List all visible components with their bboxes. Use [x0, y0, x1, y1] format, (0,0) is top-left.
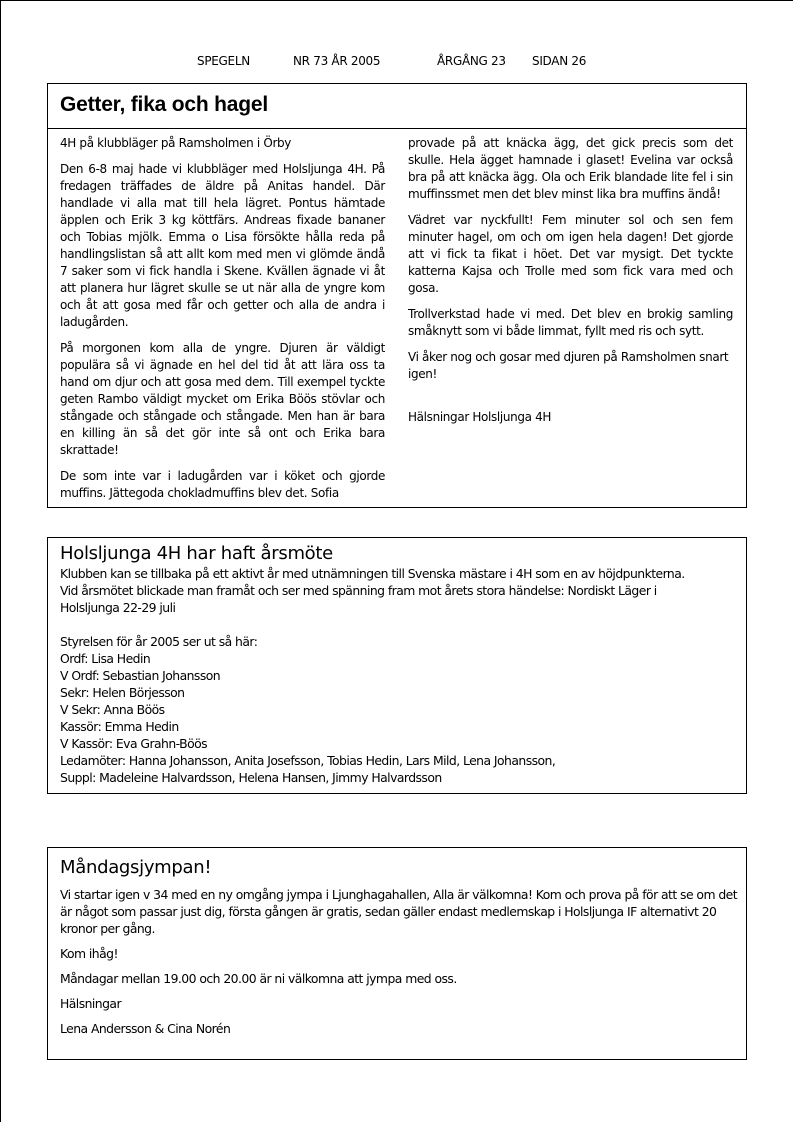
paragraph: Vi åker nog och gosar med djuren på Ramsholmen snart igen!: [408, 350, 729, 381]
signature: Hälsningar Holsljunga 4H: [408, 410, 552, 424]
paragraph: Trollverkstad hade vi med. Det blev en brokig samling småknytt som vi både limmat, fyllt med ris och sytt.: [408, 307, 733, 338]
article-title: Måndagsjympan!: [60, 857, 212, 878]
paragraph: Kom ihåg!: [60, 946, 118, 961]
article-subtitle: 4H på klubbläger på Ramsholmen i Örby: [60, 136, 292, 150]
spacer: [60, 616, 746, 633]
intro-line: Klubben kan se tillbaka på ett aktivt år med utnämningen till Svenska mästare i 4H som en av höjdpunkterna.: [60, 566, 685, 581]
issue-number: NR 73 ÅR 2005: [293, 54, 381, 68]
publication-name: SPEGELN: [197, 54, 250, 68]
paragraph: Måndagar mellan 19.00 och 20.00 är ni välkomna att jympa med oss.: [60, 971, 457, 986]
left-column: [60, 135, 385, 511]
article-title-row: [48, 84, 746, 129]
paragraph: Hälsningar: [60, 996, 122, 1011]
volume-number: ÅRGÅNG 23: [437, 54, 506, 68]
article-arsmote: [47, 537, 747, 794]
board-member: Suppl: Madeleine Halvardsson, Helena Hansen, Jimmy Halvardsson: [60, 770, 442, 785]
intro-line: Vid årsmötet blickade man framåt och ser med spänning fram mot årets stora händelse: Nordiskt Läger i: [60, 583, 657, 598]
paragraph: Vädret var nyckfullt! Fem minuter sol och sen fem minuter hagel, om och om igen hela dagen! Det gjorde att vi fick ta fikat i höet. Det var mysigt. Det tyckte katterna Kajsa och Trolle med som fick vara med och gosa.: [408, 213, 733, 295]
paragraph: provade på att knäcka ägg, det gick precis som det skulle. Hela ägget hamnade i glaset! Evelina var också bra på att knäcka ägg. Ola och Erik blandade lite fel i sin muffinssmet men det blev minst lika bra muffins ändå!: [408, 136, 733, 201]
board-member: V Ordf: Sebastian Johansson: [60, 668, 221, 683]
board-member: Ordf: Lisa Hedin: [60, 651, 151, 666]
paragraph: De som inte var i ladugården var i köket och gjorde muffins. Jättegoda chokladmuffins blev det. Sofia: [60, 469, 385, 500]
spacer: [408, 392, 733, 409]
paragraph: Vi startar igen v 34 med en ny omgång jympa i Ljunghagahallen, Alla är välkomna! Kom och prova på för att se om det är något som passar just dig, första gången är gratis, sedan gäller endast medlemskap i Holsljunga IF alternativt 20 kronor per gång.: [60, 887, 738, 936]
page-number: SIDAN 26: [532, 54, 587, 68]
article-body: [60, 886, 744, 1037]
board-member: V Kassör: Eva Grahn-Böös: [60, 736, 208, 751]
board-heading: Styrelsen för år 2005 ser ut så här:: [60, 634, 258, 649]
article-columns: [48, 130, 746, 507]
article-body: [60, 565, 746, 786]
board-member: Kassör: Emma Hedin: [60, 719, 179, 734]
board-member: V Sekr: Anna Böös: [60, 702, 165, 717]
paragraph: Lena Andersson & Cina Norén: [60, 1021, 231, 1036]
article-mandagsjympan: [47, 847, 747, 1060]
paragraph: På morgonen kom alla de yngre. Djuren är väldigt populära så vi ägnade en hel del tid åt att lära oss ta hand om djur och att gosa med dem. Till exempel tyckte geten Rambo väldigt mycket om Erika Böös stövlar och stångade och stångade och stångade. Men han är bara en killing än så det gör inte så ont och Erika bara skrattade!: [60, 341, 385, 457]
board-member: Ledamöter: Hanna Johansson, Anita Josefsson, Tobias Hedin, Lars Mild, Lena Johansson,: [60, 753, 556, 768]
article-title: Getter, fika och hagel: [60, 93, 268, 116]
masthead: [0, 54, 793, 70]
intro-line: Holsljunga 22-29 juli: [60, 600, 176, 615]
right-column: [408, 135, 733, 435]
article-getter-fika-hagel: [47, 83, 747, 508]
paragraph: Den 6-8 maj hade vi klubbläger med Holsljunga 4H. På fredagen träffades de äldre på Anitas handel. Där handlade vi alla mat till hela lägret. Pontus hämtade äpplen och Erik 3 kg köttfärs. Andreas fixade bananer och Tobias mjölk. Emma o Lisa försökte hålla reda på handlingslistan så att allt kom med men vi glömde ändå 7 saker som vi fick handla i Skene. Kvällen ägnade vi åt att planera hur lägret skulle se ut när alla de yngre kom och åt att gosa med får och getter och alla de andra i ladugården.: [60, 162, 385, 329]
article-title: Holsljunga 4H har haft årsmöte: [60, 543, 333, 564]
board-member: Sekr: Helen Börjesson: [60, 685, 185, 700]
